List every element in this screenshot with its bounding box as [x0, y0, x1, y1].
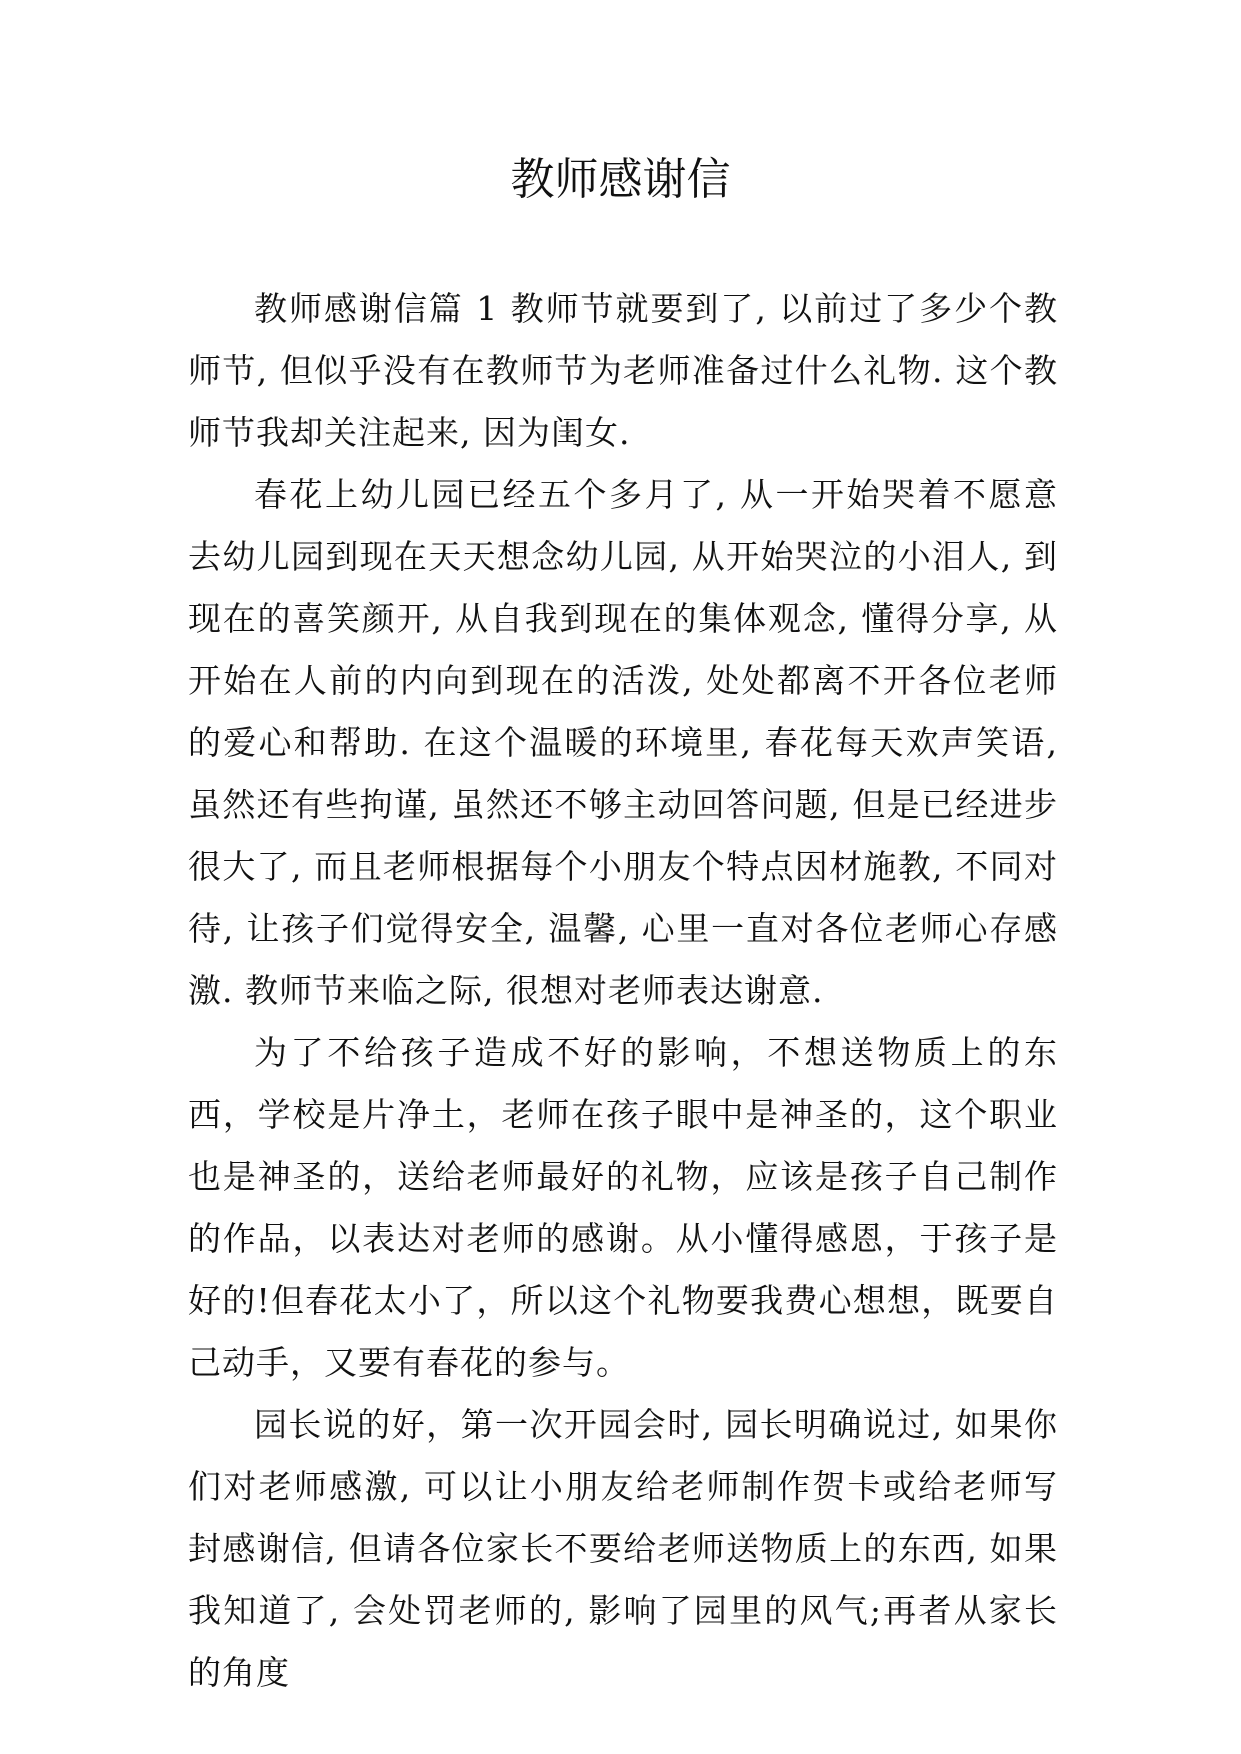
paragraph-1: 教师感谢信篇 1 教师节就要到了, 以前过了多少个教师节, 但似乎没有在教师节为老师准备过什么礼物. 这个教师节我却关注起来, 因为闺女.: [188, 289, 1058, 452]
document-title: 教师感谢信: [510, 154, 731, 205]
document-body: [188, 278, 1058, 1704]
paragraph-2: 春花上幼儿园已经五个多月了, 从一开始哭着不愿意去幼儿园到现在天天想念幼儿园, 从开始哭泣的小泪人, 到现在的喜笑颜开, 从自我到现在的集体观念, 懂得分享, 从开始在人前的内向到现在的活泼, 处处都离不开各位老师的爱心和帮助. 在这个温暖的环境里, 春花每天欢声笑语, 虽然还有些拘谨, 虽然还不够主动回答问题, 但是已经进步很大了, 而且老师根据每个小朋友个特点因材施教, 不同对待, 让孩子们觉得安全, 温馨, 心里一直对各位老师心存感激. 教师节来临之际, 很想对老师表达谢意.: [188, 475, 1058, 1010]
paragraph-4: 园长说的好，第一次开园会时, 园长明确说过, 如果你们对老师感激, 可以让小朋友给老师制作贺卡或给老师写封感谢信, 但请各位家长不要给老师送物质上的东西, 如果我知道了, 会处罚老师的, 影响了园里的风气;再者从家长的角度: [188, 1405, 1058, 1692]
paragraph-3: 为了不给孩子造成不好的影响，不想送物质上的东西，学校是片净土，老师在孩子眼中是神圣的，这个职业也是神圣的，送给老师最好的礼物，应该是孩子自己制作的作品，以表达对老师的感谢。从小懂得感恩，于孩子是好的!但春花太小了，所以这个礼物要我费心想想，既要自己动手，又要有春花的参与。: [188, 1033, 1058, 1382]
